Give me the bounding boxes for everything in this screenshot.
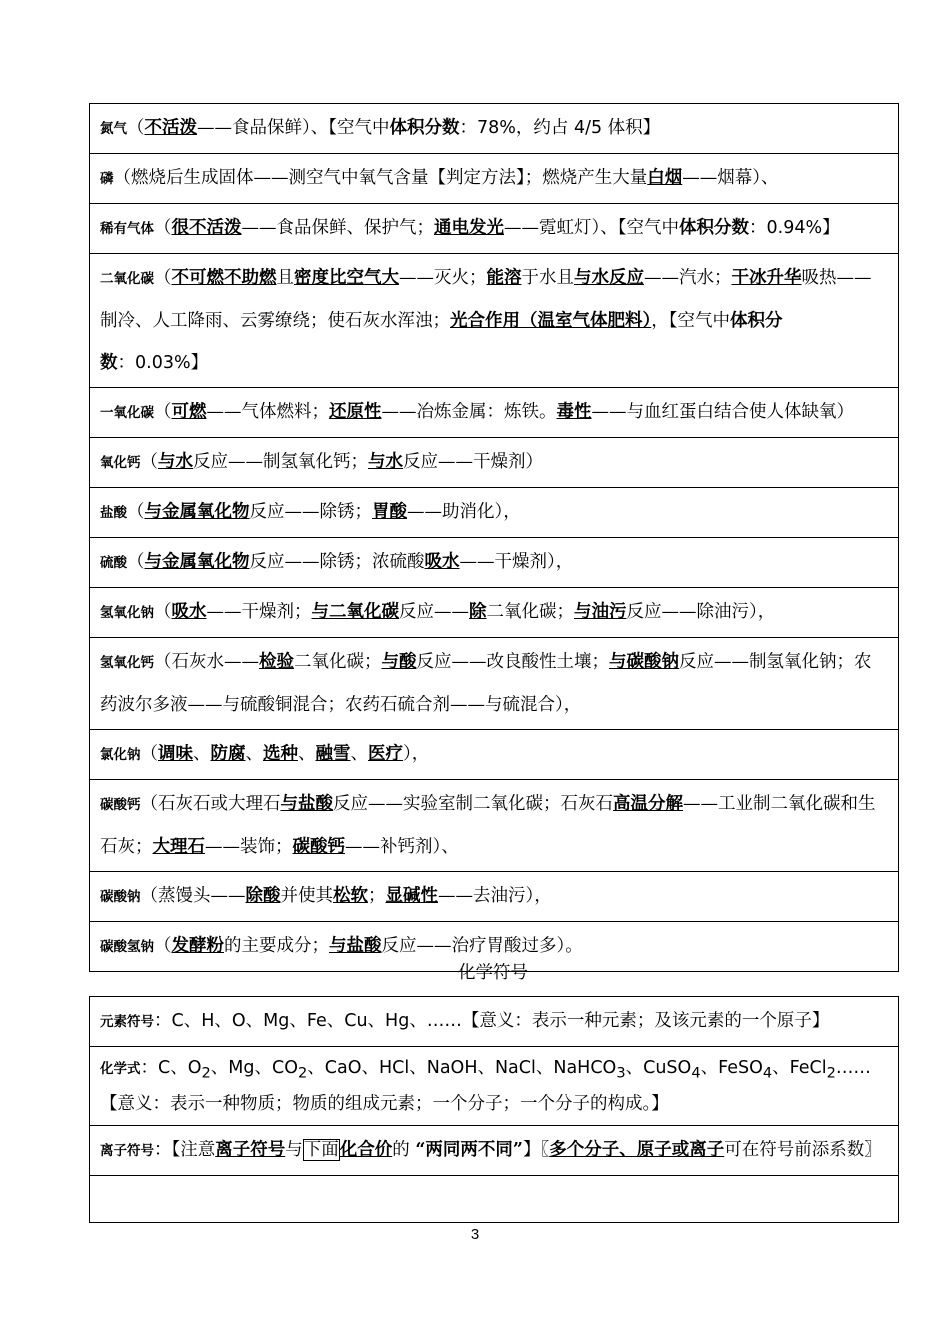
row-text: 二氧化碳； — [294, 652, 382, 672]
section-caption: 化学符号 — [458, 963, 528, 983]
row-text: 3 — [616, 1064, 626, 1082]
row-text: 体积分数 — [679, 218, 749, 238]
key-term: 还原性 — [329, 402, 382, 422]
key-term: 松软 — [333, 886, 368, 906]
row-text: （石灰水—— — [154, 652, 259, 672]
row-text: ——工业制二氧化碳和生石灰； — [100, 794, 876, 857]
key-term: 检验 — [259, 652, 294, 672]
table-row — [90, 104, 898, 154]
key-term: 不活泼 — [144, 118, 197, 138]
key-term: 碳酸钙 — [292, 837, 345, 857]
row-text: 】〖 — [522, 1139, 550, 1160]
page-number: 3 — [470, 1226, 480, 1243]
table-row — [90, 780, 898, 872]
row-text: （ — [154, 402, 172, 422]
key-term: 密度比空气大 — [294, 268, 399, 288]
row-text: 反应——治疗胃酸过多）。 — [381, 936, 583, 956]
row-text: 吸热——制冷、人工降雨、云雾缭绕；使石灰水浑浊； — [100, 268, 872, 331]
blank-row — [90, 1176, 898, 1223]
row-text: 4 — [762, 1064, 773, 1082]
key-term: 与水 — [158, 452, 193, 472]
table-row — [90, 1126, 898, 1176]
key-term: 通电发光 — [434, 218, 504, 238]
row-text: ——烟幕）、 — [682, 168, 779, 188]
row-text: ——霓虹灯）、【空气中 — [504, 218, 679, 238]
table-row — [90, 730, 898, 780]
row-text: ：0.94%】 — [749, 218, 840, 238]
row-text: （ — [127, 552, 145, 572]
row-text: ——食品保鲜、保护气； — [241, 218, 434, 238]
row-text: ：【注意 — [154, 1139, 216, 1160]
row-text: （ — [127, 118, 145, 138]
key-term: 选种 — [263, 744, 298, 764]
key-term: 吸水 — [171, 602, 207, 622]
row-text: 且 — [276, 268, 294, 288]
row-text: （蒸馒头—— — [140, 886, 246, 906]
key-term: 毒性 — [556, 402, 592, 422]
table-row — [90, 254, 898, 388]
key-term: 除酸 — [245, 886, 281, 906]
chemical-symbols-table — [89, 996, 899, 1223]
row-text: 2 — [826, 1064, 836, 1082]
key-term: 多个分子、原子或离子 — [549, 1139, 725, 1160]
row-text: ——干燥剂； — [206, 602, 312, 622]
row-text: 4 — [691, 1064, 701, 1082]
row-label: 离子符号 — [100, 1142, 154, 1159]
row-text: 、 — [193, 744, 211, 764]
key-term: 与二氧化碳 — [311, 602, 399, 622]
row-text: 、 — [350, 744, 368, 764]
row-text: （ — [140, 744, 158, 764]
row-text: 下面 — [303, 1139, 339, 1160]
table-row — [90, 154, 898, 204]
row-text: 、FeSO — [700, 1058, 763, 1078]
key-term: 光合作用（温室气体肥料） — [450, 311, 652, 331]
key-term: 显碱性 — [385, 886, 438, 906]
table-row — [90, 997, 898, 1047]
row-label: 碳酸钙 — [100, 797, 141, 813]
table-row — [90, 204, 898, 254]
row-text: 反应—— — [399, 602, 469, 622]
row-text: 反应——改良酸性土壤； — [416, 652, 609, 672]
key-term: 与金属氧化物 — [144, 502, 250, 522]
row-text: （ — [154, 936, 172, 956]
row-text: 、CaO、HCl、NaOH、NaCl、NaHCO — [307, 1058, 617, 1078]
row-text: 于水且 — [521, 268, 574, 288]
key-term: 很不活泼 — [171, 218, 242, 238]
row-label: 碳酸氢钠 — [100, 939, 154, 955]
key-term: 与水 — [368, 452, 403, 472]
table-row — [90, 872, 898, 922]
row-text: ——灭火； — [399, 268, 487, 288]
row-text: ：78%，约占 4/5 体积】 — [459, 118, 661, 138]
key-term: 发酵粉 — [171, 936, 224, 956]
table-row — [90, 488, 898, 538]
row-text: 反应——制氢氧化钠；农药波尔多液——与硫酸铜混合；农药石硫合剂——与硫混合）， — [100, 652, 872, 715]
row-text: （ — [154, 268, 172, 288]
key-term: 与酸 — [381, 652, 417, 672]
row-text: ——助消化）， — [407, 502, 521, 522]
table-row — [90, 438, 898, 488]
row-text: ——与血红蛋白结合使人体缺氧） — [591, 402, 854, 422]
row-label: 碳酸钠 — [100, 889, 141, 905]
row-text: （ — [154, 602, 172, 622]
row-label: 一氧化碳 — [100, 405, 154, 421]
row-text: 反应——除锈；浓硫酸 — [249, 552, 425, 572]
row-text: ——汽水； — [644, 268, 732, 288]
row-text: 可在符号前添系数〗 — [724, 1139, 882, 1160]
table-row — [90, 388, 898, 438]
row-label: 氯化钠 — [100, 747, 141, 763]
row-text: ）， — [403, 744, 430, 764]
row-text: 、Mg、CO — [210, 1058, 298, 1078]
key-term: 医疗 — [368, 744, 403, 764]
table-row — [90, 588, 898, 638]
row-label: 氧化钙 — [100, 455, 141, 471]
row-text: 反应——除油污）， — [626, 602, 776, 622]
row-text: ：C、H、O、Mg、Fe、Cu、Hg、…… — [154, 1011, 462, 1031]
row-text: ：C、O — [140, 1058, 202, 1078]
key-term: 与碳酸钠 — [609, 652, 679, 672]
row-text: ——去油污）， — [438, 886, 552, 906]
row-label: 化学式 — [100, 1061, 141, 1077]
row-text: ——装饰； — [205, 837, 293, 857]
key-term: 大理石 — [152, 837, 205, 857]
row-text: （ — [127, 502, 145, 522]
row-label: 磷 — [100, 171, 114, 187]
row-text: 的主要成分； — [224, 936, 329, 956]
key-term: 化合价 — [339, 1139, 393, 1160]
key-term: 调味 — [158, 744, 193, 764]
row-text: ：0.03%】 — [117, 353, 209, 373]
row-label: 稀有气体 — [100, 221, 154, 237]
row-text: ，【空气中 — [651, 311, 730, 331]
row-text: 二氧化碳； — [486, 602, 574, 622]
row-text: 【意义：表示一种物质；物质的组成元素；一个分子；一个分子的构成。】 — [100, 1093, 669, 1114]
row-text: 、FeCl — [772, 1058, 827, 1078]
row-text: （燃烧后生成固体——测空气中氧气含量【判定方法】；燃烧产生大量 — [113, 168, 648, 188]
row-text: 体积分数 — [100, 311, 783, 373]
row-text: ； — [368, 886, 386, 906]
row-label: 氢氧化钙 — [100, 655, 154, 671]
key-term: 与盐酸 — [329, 936, 382, 956]
row-text: 、CuSO — [625, 1058, 692, 1078]
row-text: ——食品保鲜）、【空气中 — [197, 118, 390, 138]
key-term: 离子符号 — [215, 1139, 286, 1160]
row-text: 反应——制氢氧化钙； — [193, 452, 368, 472]
row-text: （ — [154, 218, 172, 238]
key-term: 与水反应 — [574, 268, 644, 288]
row-text: ——补钙剂）、 — [345, 837, 459, 857]
row-text: …… — [835, 1058, 871, 1078]
key-term: 防腐 — [210, 744, 246, 764]
row-text: （ — [140, 452, 158, 472]
row-label: 元素符号 — [100, 1014, 154, 1030]
row-text: 【意义：表示一种元素；及该元素的一个原子】 — [461, 1011, 830, 1031]
key-term: 干冰升华 — [731, 268, 802, 288]
key-term: 可燃 — [171, 402, 207, 422]
table-row — [90, 638, 898, 730]
row-text: ——干燥剂）， — [459, 552, 574, 572]
row-text: 反应——实验室制二氧化碳；石灰石 — [333, 794, 613, 814]
row-text: 2 — [297, 1064, 308, 1082]
row-text: ——气体燃料； — [206, 402, 329, 422]
row-text: ——冶炼金属：炼铁。 — [381, 402, 557, 422]
row-text: “两同两不同” — [415, 1139, 523, 1160]
row-text: 并使其 — [280, 886, 333, 906]
key-term: 吸水 — [424, 552, 460, 572]
row-text: 体积分数 — [389, 118, 460, 138]
key-term: 融雪 — [315, 744, 351, 764]
row-label: 盐酸 — [100, 505, 127, 521]
key-term: 不可燃不助燃 — [171, 268, 277, 288]
table-row — [90, 1047, 898, 1126]
row-text: 的 — [392, 1139, 416, 1160]
row-text: （石灰石或大理石 — [140, 794, 281, 814]
properties-table — [89, 103, 899, 972]
row-label: 氢氧化钠 — [100, 605, 154, 621]
key-term: 高温分解 — [613, 794, 683, 814]
row-text: 反应——干燥剂） — [403, 452, 543, 472]
row-text: 、 — [245, 744, 263, 764]
row-label: 氮气 — [100, 121, 127, 137]
row-label: 硫酸 — [100, 555, 127, 571]
key-term: 白烟 — [647, 168, 683, 188]
key-term: 能溶 — [486, 268, 522, 288]
row-text: 反应——除锈； — [249, 502, 372, 522]
row-label: 二氧化碳 — [100, 271, 154, 287]
key-term: 除 — [469, 602, 487, 622]
row-text: 、 — [298, 744, 316, 764]
key-term: 与油污 — [574, 602, 627, 622]
table-row — [90, 538, 898, 588]
key-term: 与盐酸 — [280, 794, 333, 814]
key-term: 胃酸 — [372, 502, 407, 522]
key-term: 与金属氧化物 — [144, 552, 250, 572]
row-text: 2 — [201, 1064, 211, 1082]
row-text: 与 — [285, 1139, 303, 1160]
